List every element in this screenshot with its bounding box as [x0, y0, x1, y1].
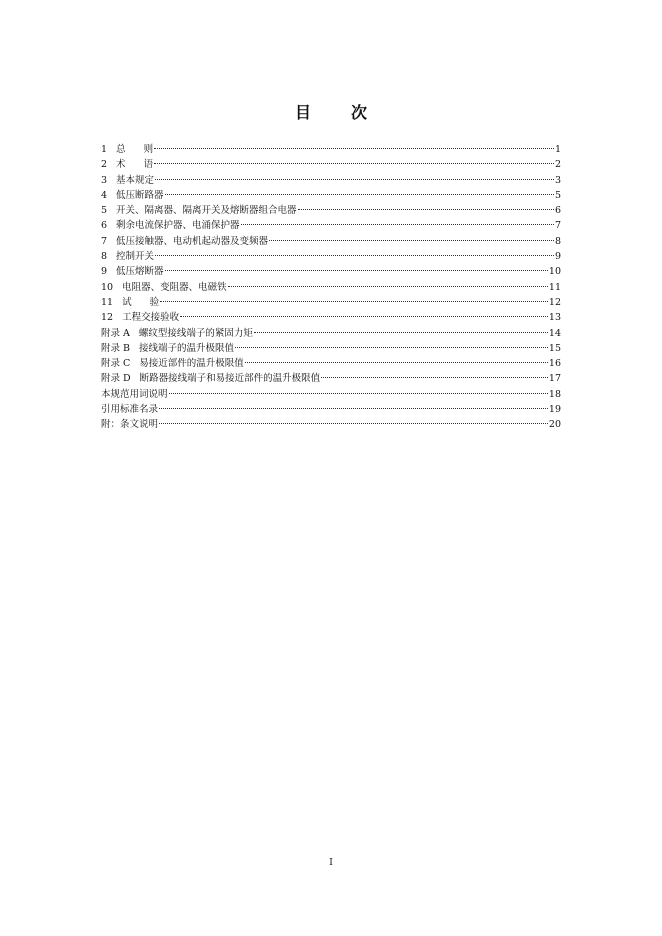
toc-entry-clause-explanation[interactable]: [101, 417, 561, 432]
dot-leader: [154, 163, 554, 164]
dot-leader: [254, 332, 548, 333]
toc-entry-title: 术 语: [116, 159, 154, 171]
dot-leader: [165, 270, 548, 271]
toc-entry-title: 控制开关: [116, 251, 155, 263]
dot-leader: [321, 377, 548, 378]
toc-entry-page: 17: [548, 373, 561, 385]
toc-entry-page: 9: [554, 251, 561, 263]
toc-entry-2[interactable]: [101, 157, 561, 172]
toc-entry-number: 3: [101, 174, 108, 186]
toc-entry-title: 附：条文说明: [101, 419, 159, 431]
dot-leader: [159, 408, 548, 409]
toc-entry-page: 7: [554, 220, 561, 232]
toc-entry-number: 11: [101, 296, 114, 308]
toc-entry-title: 易接近部件的温升极限值: [139, 358, 244, 370]
toc-entry-title: 接线端子的温升极限值: [139, 342, 235, 354]
toc-entry-page: 11: [548, 281, 561, 293]
toc-entry-5[interactable]: [101, 203, 561, 218]
toc-entry-title: 低压接触器、电动机起动器及变频器: [116, 235, 269, 247]
toc-entry-6[interactable]: [101, 218, 561, 233]
dot-leader: [228, 286, 548, 287]
dot-leader: [298, 209, 554, 210]
toc-entry-appendix-d[interactable]: [101, 371, 561, 386]
toc-entry-number: 1: [101, 144, 108, 155]
toc-entry-title: 电阻器、变阻器、电磁铁: [122, 281, 227, 293]
toc-entry-page: 12: [548, 296, 561, 308]
toc-entry-page: 3: [554, 174, 561, 186]
toc-entry-page: 13: [548, 312, 561, 324]
dot-leader: [235, 347, 548, 348]
dot-leader: [155, 179, 554, 180]
toc-entry-11[interactable]: [101, 295, 561, 310]
toc-entry-number: 附录 C: [101, 358, 131, 370]
toc-entry-page: 14: [548, 327, 561, 339]
toc-entry-number: 2: [101, 159, 108, 171]
toc-entry-title: 开关、隔离器、隔离开关及熔断器组合电器: [116, 205, 297, 217]
dot-leader: [155, 255, 554, 256]
toc-entry-title: 断路器接线端子和易接近部件的温升极限值: [139, 373, 321, 385]
toc-entry-number: 附录 D: [101, 373, 131, 385]
table-of-contents: [101, 142, 561, 433]
dot-leader: [245, 362, 548, 363]
toc-entry-title: 总 则: [116, 144, 154, 155]
toc-entry-title: 低压熔断器: [116, 266, 164, 278]
page-title: [0, 100, 662, 123]
dot-leader: [165, 194, 554, 195]
toc-entry-title: 引用标准名录: [101, 404, 159, 416]
toc-entry-page: 20: [548, 419, 561, 431]
dot-leader: [154, 148, 554, 149]
toc-entry-10[interactable]: [101, 280, 561, 295]
toc-entry-appendix-c[interactable]: [101, 356, 561, 371]
toc-entry-page: 15: [548, 342, 561, 354]
toc-entry-8[interactable]: [101, 249, 561, 264]
toc-entry-number: 5: [101, 205, 108, 217]
toc-entry-page: 2: [554, 159, 561, 171]
dot-leader: [169, 393, 548, 394]
toc-entry-page: 16: [548, 358, 561, 370]
toc-entry-page: 6: [554, 205, 561, 217]
toc-entry-number: 附录 A: [101, 327, 130, 339]
toc-entry-3[interactable]: [101, 173, 561, 188]
toc-entry-wording-explanation[interactable]: [101, 387, 561, 402]
toc-entry-title: 螺纹型接线端子的紧固力矩: [138, 327, 253, 339]
toc-entry-number: 9: [101, 266, 108, 278]
title-char-1: 目: [294, 103, 311, 122]
toc-entry-title: 剩余电流保护器、电涌保护器: [116, 220, 240, 232]
toc-entry-number: 7: [101, 235, 108, 247]
toc-entry-page: 8: [554, 235, 561, 247]
toc-entry-appendix-a[interactable]: [101, 326, 561, 341]
toc-entry-cited-standards[interactable]: [101, 402, 561, 417]
dot-leader: [180, 316, 548, 317]
dot-leader: [269, 240, 554, 241]
toc-entry-4[interactable]: [101, 188, 561, 203]
toc-entry-page: 1: [554, 144, 561, 155]
dot-leader: [159, 423, 548, 424]
toc-entry-9[interactable]: [101, 264, 561, 279]
toc-entry-page: 5: [554, 189, 561, 201]
toc-entry-title: 本规范用词说明: [101, 388, 168, 400]
page-number: I: [329, 858, 333, 868]
toc-entry-7[interactable]: [101, 234, 561, 249]
toc-entry-title: 工程交接验收: [122, 312, 180, 324]
toc-entry-12[interactable]: [101, 310, 561, 325]
toc-entry-number: 附录 B: [101, 342, 131, 354]
toc-entry-number: 8: [101, 251, 108, 263]
toc-entry-title: 基本规定: [116, 174, 155, 186]
toc-entry-appendix-b[interactable]: [101, 341, 561, 356]
title-char-2: 次: [351, 103, 368, 122]
toc-entry-page: 10: [548, 266, 561, 278]
toc-entry-number: 4: [101, 189, 108, 201]
toc-entry-number: 6: [101, 220, 108, 232]
toc-entry-number: 12: [101, 312, 114, 324]
toc-entry-title: 低压断路器: [116, 189, 164, 201]
toc-entry-page: 19: [548, 404, 561, 416]
toc-entry-title: 试 验: [122, 296, 160, 308]
toc-entry-number: 10: [101, 281, 114, 293]
toc-entry-page: 18: [548, 388, 561, 400]
dot-leader: [241, 224, 554, 225]
dot-leader: [160, 301, 548, 302]
toc-entry-1[interactable]: [101, 142, 561, 157]
